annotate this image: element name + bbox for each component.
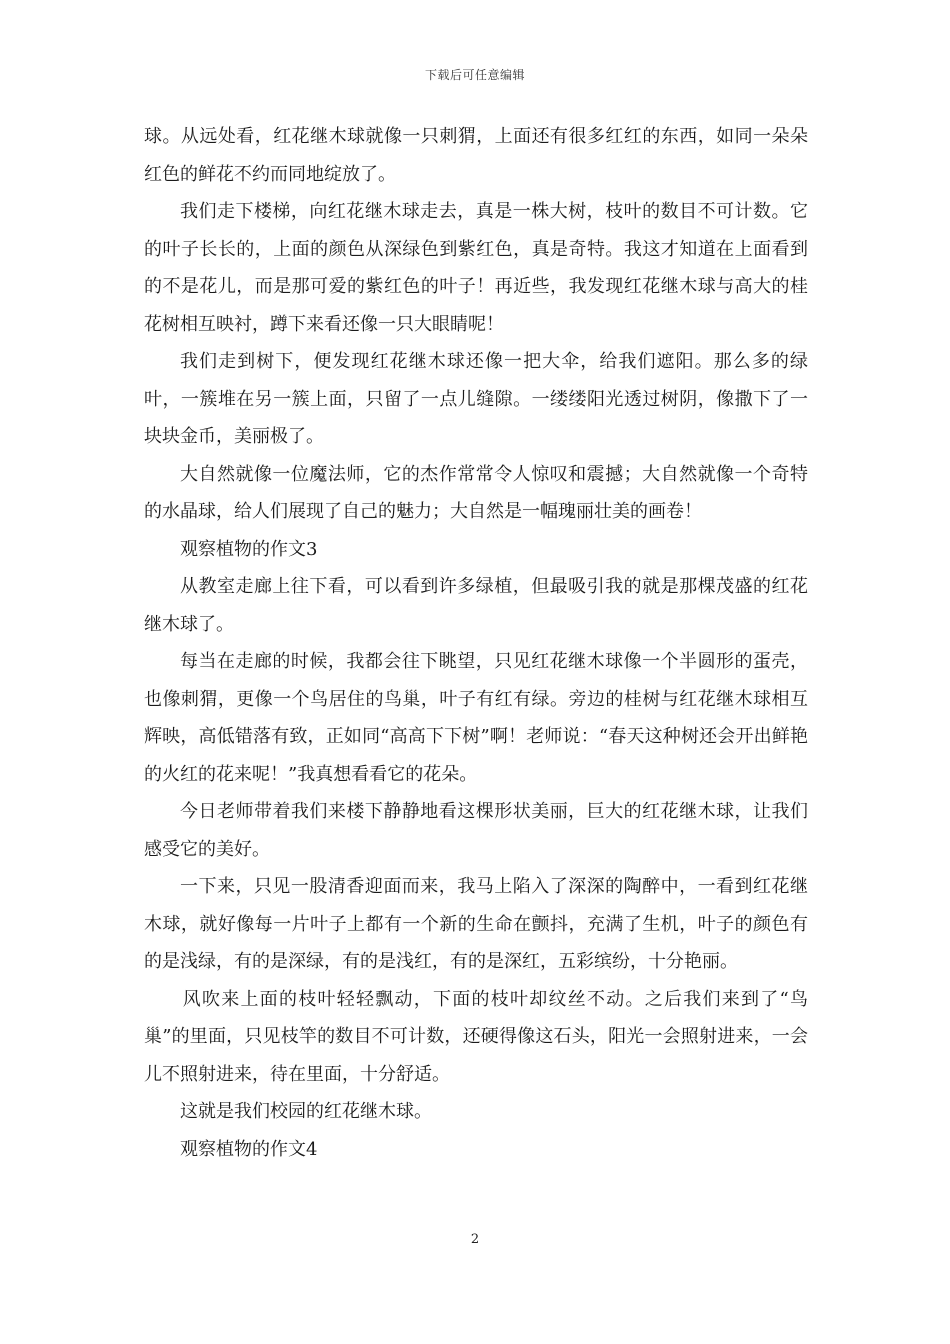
paragraph: 我们走到树下，便发现红花继木球还像一把大伞，给我们遮阳。那么多的绿叶，一簇堆在另一簇上面，只留了一点儿缝隙。一缕缕阳光透过树阴，像撒下了一块块金币，美丽极了。 xyxy=(144,351,808,447)
paragraph: 一下来，只见一股清香迎面而来，我马上陷入了深深的陶醉中，一看到红花继木球，就好像每一片叶子上都有一个新的生命在颤抖，充满了生机，叶子的颜色有的是浅绿，有的是深绿，有的是浅红，有的是深红，五彩缤纷，十分艳丽。 xyxy=(144,876,808,972)
page-number: 2 xyxy=(470,1232,480,1247)
paragraph: 每当在走廊的时候，我都会往下眺望，只见红花继木球像一个半圆形的蛋壳，也像刺猬，更像一个鸟居住的鸟巢，叶子有红有绿。旁边的桂树与红花继木球相互辉映，高低错落有致，正如同“高高下下树”啊！老师说：“春天这种树还会开出鲜艳的火红的花来呢！”我真想看看它的花朵。 xyxy=(144,651,808,785)
paragraph: 从教室走廊上往下看，可以看到许多绿植，但最吸引我的就是那棵茂盛的红花继木球了。 xyxy=(144,576,808,635)
paragraph: 大自然就像一位魔法师，它的杰作常常令人惊叹和震撼；大自然就像一个奇特的水晶球，给人们展现了自己的魅力；大自然是一幅瑰丽壮美的画卷！ xyxy=(144,463,808,522)
page-header: 下载后可任意编辑 xyxy=(424,68,525,82)
paragraph-continuation: 球。从远处看，红花继木球就像一只刺猬，上面还有很多红红的东西，如同一朵朵红色的鲜花不约而同地绽放了。 xyxy=(144,126,808,185)
document-body xyxy=(144,118,808,1168)
paragraph: 风吹来上面的枝叶轻轻飘动，下面的枝叶却纹丝不动。之后我们来到了“鸟巢”的里面，只见枝竿的数目不可计数，还硬得像这石头，阳光一会照射进来，一会儿不照射进来，待在里面，十分舒适。 xyxy=(144,988,808,1085)
paragraph: 这就是我们校园的红花继木球。 xyxy=(180,1101,432,1122)
section-heading-4: 观察植物的作文4 xyxy=(180,1138,318,1160)
paragraph: 我们走下楼梯，向红花继木球走去，真是一株大树，枝叶的数目不可计数。它的叶子长长的，上面的颜色从深绿色到紫红色，真是奇特。我这才知道在上面看到的不是花儿，而是那可爱的紫红色的叶子！再近些，我发现红花继木球与高大的桂花树相互映衬，蹲下来看还像一只大眼睛呢！ xyxy=(144,201,808,335)
paragraph: 今日老师带着我们来楼下静静地看这棵形状美丽，巨大的红花继木球，让我们感受它的美好。 xyxy=(144,801,808,860)
section-heading-3: 观察植物的作文3 xyxy=(180,538,318,560)
